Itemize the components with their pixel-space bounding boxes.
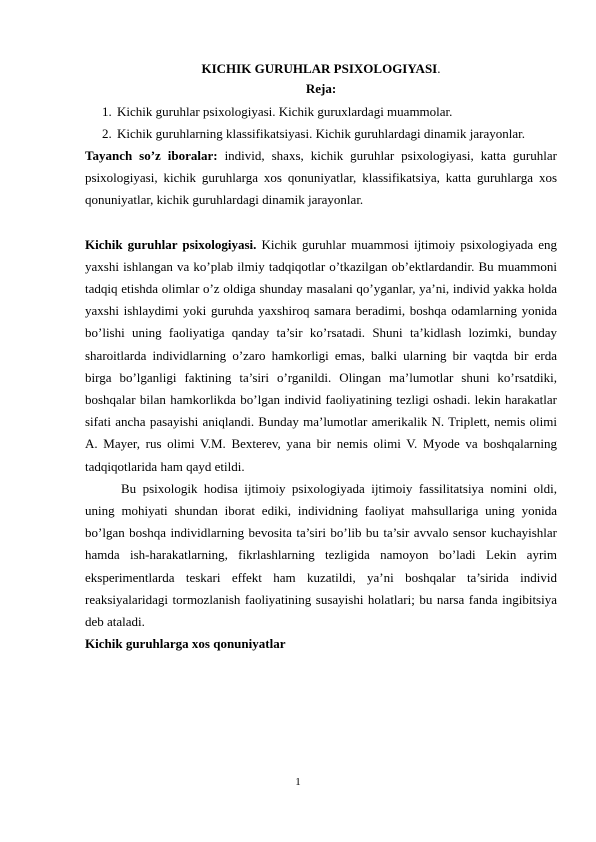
keywords-label: Tayanch so’z iboralar: bbox=[85, 148, 218, 163]
plan-item: 2. Kichik guruhlarning klassifikatsiyasi. Kichik guruhlardagi dinamik jarayonlar. bbox=[115, 123, 557, 145]
facilitation-paragraph: Bu psixologik hodisa ijtimoiy psixologiyada ijtimoiy fassilitatsiya nomini oldi, uning mohiyati shundan iborat ediki, individning faoliyat mahsullariga uning yonida bo’lgan boshqa individlarning bevosita ta’siri bo’lib bu ta’sir avvalo sensor kuchayishlar hamda ish-harakatlarning, fikrlashlarning tezligida namoyon bo’ladi Lekin ayrim eksperimentlarda teskari effekt ham kuzatildi, ya’ni boshqalar ta’sirida individ reaksiyalaridagi tormozlanish faoliyatining susayishi holatlari; bu narsa fanda ingibitsiya deb ataladi. bbox=[85, 480, 557, 630]
title-dot: . bbox=[437, 61, 441, 76]
intro-paragraph bbox=[85, 234, 557, 478]
intro-text: Kichik guruhlar muammosi ijtimoiy psixologiyada eng yaxshi ishlangan va ko’plab ilmiy tadqiqotlar o’tkazilgan ob’ektlardandir. Bu muammoni tadqiq etishda olimlar o’z oldiga shunday masalani qo’yganlar, ya’ni, individ yakka holda yaxshi ishlaydimi yoki guruhda yaxshiroq samara beradimi, boshqa odamlarning yonida bo’lishi uning faoliyatiga qanday ta’sir ko’rsatadi. Shuni ta’kidlash lozimki, bunday sharoitlarda individlarning o’zaro hamkorligi emas, balki ularning bir vaqtda bir erda birga bo’lganligi faktining ta’siri o’rganildi. Olingan ma’lumotlar shuni ko’rsatdiki, boshqalar bilan hamkorlikda bo’lgan individ faoliyatining tezligi oshadi. lekin harakatlar sifati ancha pasayishi aniqlandi. Bunday ma’lumotlar amerikalik N. Triplett, nemis olimi A. Mayer, rus olimi V.M. Bexterev, yana bir nemis olimi V. Myode va boshqalarning tadqiqotlarida ham qayd etildi. bbox=[85, 236, 558, 474]
keywords-paragraph bbox=[85, 145, 557, 212]
plan-list bbox=[85, 101, 557, 145]
document-page bbox=[85, 60, 557, 655]
section-subheading: Kichik guruhlarga xos qonuniyatlar bbox=[85, 636, 286, 652]
document-title bbox=[85, 60, 557, 77]
intro-label: Kichik guruhlar psixologiyasi. bbox=[85, 236, 257, 252]
plan-item: 1. Kichik guruhlar psixologiyasi. Kichik guruxlardagi muammolar. bbox=[115, 101, 557, 123]
page-number: 1 bbox=[295, 776, 301, 788]
title-text: KICHIK GURUHLAR PSIXOLOGIYASI bbox=[201, 61, 438, 76]
keywords-text: individ, shaxs, kichik guruhlar psixologiyasi, katta guruhlar psixologiyasi, kichik guruhlarga xos qonuniyatlar, klassifikatsiya, katta guruhlarga xos qonuniyatlar, kichik guruhlardagi dinamik jarayonlar. bbox=[85, 148, 557, 208]
plan-heading: Reja: bbox=[305, 81, 337, 96]
